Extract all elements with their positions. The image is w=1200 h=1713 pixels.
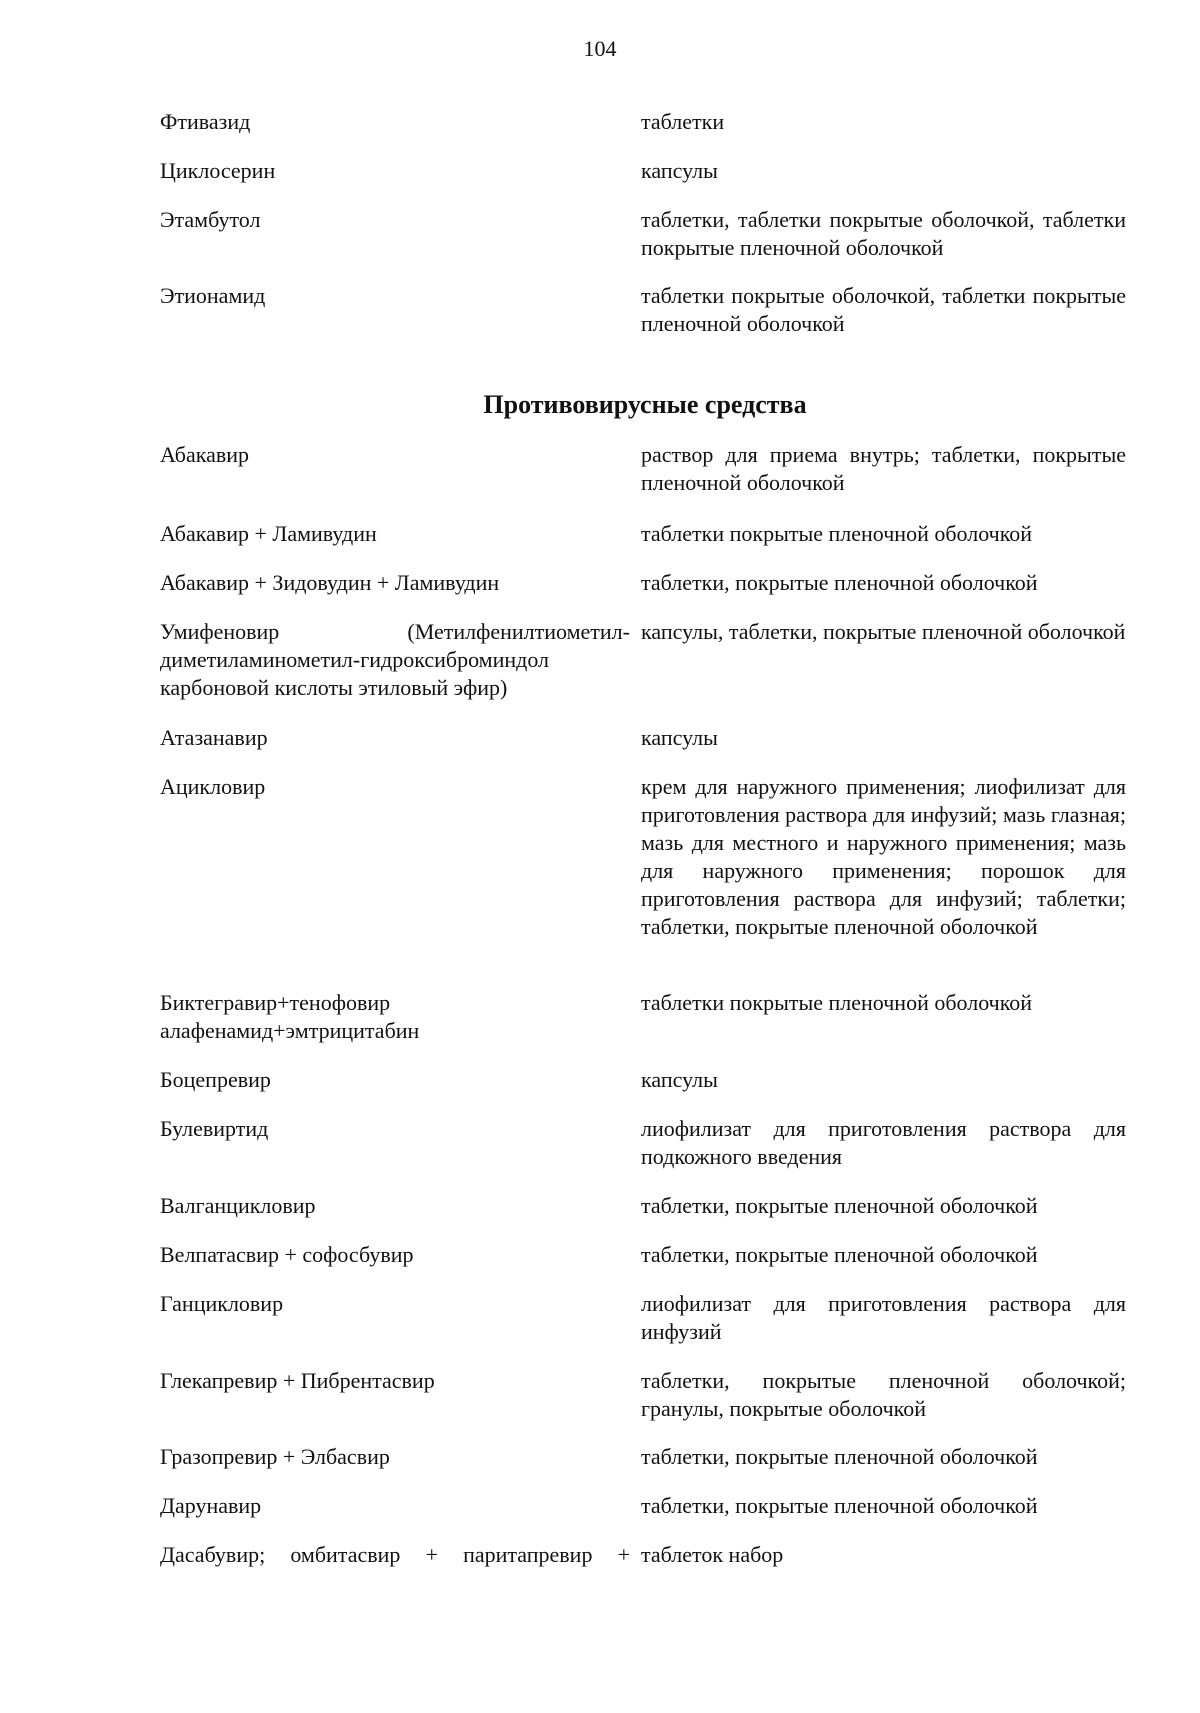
- drug-name: Атазанавир: [160, 725, 268, 750]
- dosage-form: таблетки покрытые оболочкой, таблетки покрытые пленочной оболочкой: [641, 283, 1126, 336]
- dosage-form: таблетки, таблетки покрытые оболочкой, таблетки покрытые пленочной оболочкой: [641, 207, 1126, 260]
- dosage-form: таблетки, покрытые пленочной оболочкой: [641, 1444, 1038, 1469]
- drug-name: Ацикловир: [160, 774, 266, 799]
- section-title: Противовирусные средства: [483, 390, 807, 419]
- drug-name: Велпатасвир + софосбувир: [160, 1242, 414, 1267]
- dosage-form: капсулы: [641, 725, 718, 750]
- drug-name: Этамбутол: [160, 207, 261, 232]
- dosage-form: таблетки, покрытые пленочной оболочкой: [641, 1193, 1038, 1218]
- dosage-form: таблетки, покрытые пленочной оболочкой; гранулы, покрытые оболочкой: [641, 1368, 1126, 1421]
- drug-name: Булевиртид: [160, 1116, 269, 1141]
- dosage-form: таблетки, покрытые пленочной оболочкой: [641, 1242, 1038, 1267]
- dosage-form: капсулы: [641, 158, 718, 183]
- drug-name: Абакавир + Зидовудин + Ламивудин: [160, 570, 500, 595]
- drug-name: Умифеновир (Метилфенилтиометил-диметиламинометил-гидроксиброминдол карбоновой кислоты этиловый эфир): [160, 619, 630, 700]
- drug-name: Абакавир: [160, 442, 250, 467]
- dosage-form: таблетки, покрытые пленочной оболочкой: [641, 570, 1038, 595]
- dosage-form: капсулы, таблетки, покрытые пленочной оболочкой: [641, 619, 1126, 644]
- dosage-form: таблетки покрытые пленочной оболочкой: [641, 521, 1033, 546]
- drug-name: Глекапревир + Пибрентасвир: [160, 1368, 435, 1393]
- dosage-form: крем для наружного применения; лиофилизат для приготовления раствора для инфузий; мазь глазная; мазь для местного и наружного применения; мазь для наружного применения; порошок для приготовления раствора для инфузий; таблетки; таблетки, покрытые пленочной оболочкой: [641, 774, 1126, 939]
- drug-name: Циклосерин: [160, 158, 276, 183]
- dosage-form: лиофилизат для приготовления раствора для подкожного введения: [641, 1116, 1126, 1169]
- dosage-form: раствор для приема внутрь; таблетки, покрытые пленочной оболочкой: [641, 442, 1126, 495]
- dosage-form: таблетки, покрытые пленочной оболочкой: [641, 1493, 1038, 1518]
- drug-name: Биктегравир+тенофовир алафенамид+эмтрицитабин: [160, 990, 420, 1043]
- dosage-form: капсулы: [641, 1067, 718, 1092]
- drug-name: Дарунавир: [160, 1493, 262, 1518]
- dosage-form: таблетки: [641, 109, 725, 134]
- drug-name: Фтивазид: [160, 109, 251, 134]
- dosage-form: лиофилизат для приготовления раствора для инфузий: [641, 1291, 1126, 1344]
- drug-name: Гразопревир + Элбасвир: [160, 1444, 390, 1469]
- drug-name: Дасабувир; омбитасвир + паритапревир +: [160, 1542, 630, 1567]
- drug-name: Этионамид: [160, 283, 266, 308]
- dosage-form: таблетки покрытые пленочной оболочкой: [641, 990, 1033, 1015]
- page-number: 104: [583, 36, 617, 61]
- dosage-form: таблеток набор: [641, 1542, 784, 1567]
- drug-name: Валганцикловир: [160, 1193, 316, 1218]
- drug-name: Абакавир + Ламивудин: [160, 521, 377, 546]
- drug-name: Боцепревир: [160, 1067, 271, 1092]
- drug-name: Ганцикловир: [160, 1291, 284, 1316]
